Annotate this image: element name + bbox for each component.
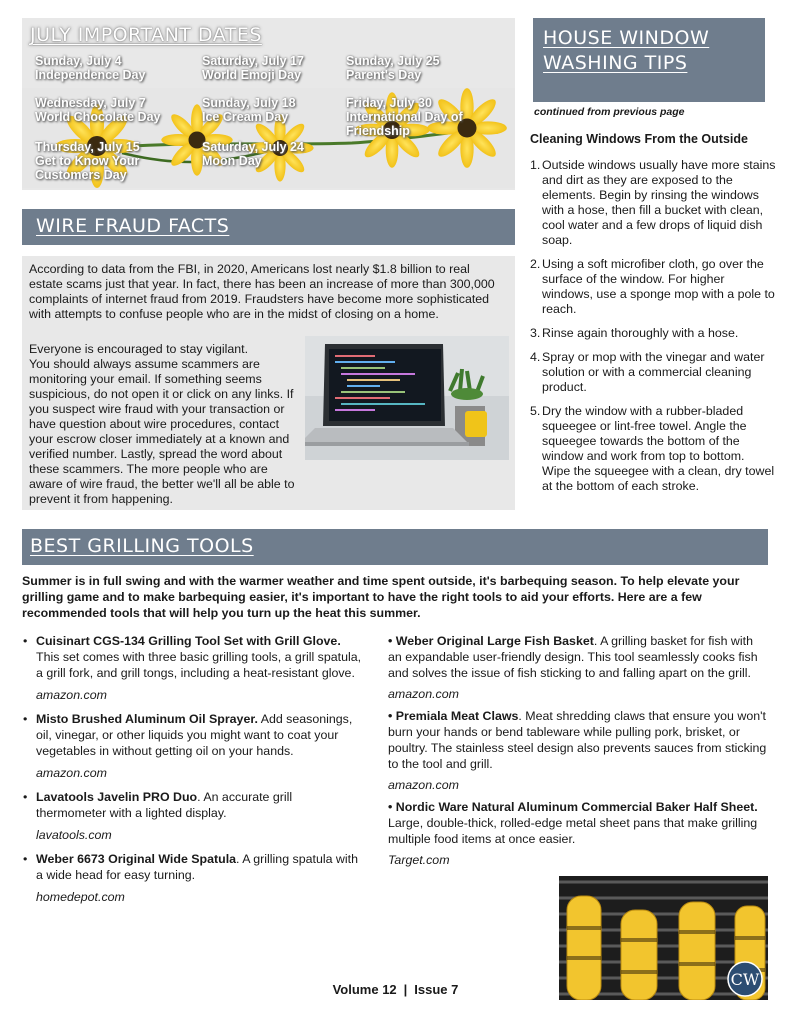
issue-label: Issue 7 <box>414 982 459 997</box>
list-item: 5. Dry the window with a rubber-bladed squeegee or lint-free towel. Angle the squeegee towards the bottom of the window and work from top to bottom. Wipe the squeegee with a clean, dry towel at the bottom of each stroke. <box>530 404 775 493</box>
list-item: • Premiala Meat Claws. Meat shredding claws that ensure you won't burn your hands or bend tableware while pulling pork, brisket, or poultry. The stainless steel design also prevents sauces from sticking to the tool and grill. amazon.com <box>388 708 770 793</box>
list-item: • Weber Original Large Fish Basket. A grilling basket for fish with an expandable user-friendly design. This tool seamlessly cooks fish and solves the issue of fish sticking to and falling apart on the grill. amazon.com <box>388 633 770 702</box>
cleaning-heading: Cleaning Windows From the Outside <box>530 132 748 146</box>
tools-list-left <box>22 633 364 913</box>
date-item: Saturday, July 24 Moon Day <box>202 140 304 168</box>
wire-fraud-box <box>22 256 515 510</box>
window-tips-title: HOUSE WINDOW WASHING TIPS <box>543 27 710 74</box>
list-item: 2. Using a soft microfiber cloth, go over the surface of the window. For higher windows, use a sponge mop with a pole to reach. <box>530 257 775 316</box>
source-link[interactable]: homedepot.com <box>36 890 125 904</box>
date-item: Saturday, July 17 World Emoji Day <box>202 54 304 82</box>
source-link[interactable]: amazon.com <box>36 766 107 780</box>
continued-note: continued from previous page <box>534 106 685 118</box>
list-item: • Nordic Ware Natural Aluminum Commercial Baker Half Sheet. Large, double-thick, rolled-edge metal sheet pans that make grilling multiple food items at once easier. Target.com <box>388 799 770 868</box>
grilling-intro: Summer is in full swing and with the warmer weather and time spent outside, it's barbequing season. To help elevate your grilling game and to make barbequing easier, it's important to have the right tools to aid your efforts. Here are a few recommended tools that will help you turn up the heat this summer. <box>22 574 740 620</box>
list-item: • Misto Brushed Aluminum Oil Sprayer. Add seasonings, oil, vinegar, or other liquids you might want to coat your vegetables in without getting oil on your hands. amazon.com <box>22 711 364 781</box>
source-link[interactable]: amazon.com <box>388 778 459 792</box>
july-dates-title: JULY IMPORTANT DATES <box>30 24 262 46</box>
laptop-photo <box>305 336 509 460</box>
window-tips-list <box>530 158 776 503</box>
source-link[interactable]: lavatools.com <box>36 828 112 842</box>
wire-fraud-title: WIRE FRAUD FACTS <box>36 215 230 237</box>
wire-fraud-paragraph: Everyone is encouraged to stay vigilant. You should always assume scammers are monitoring your email. If something seems suspicious, do not open it or click on any links. If you suspect wire fraud with your transaction or have question about wire procedures, contact your escrow closer immediately at a known and verified number. Lastly, spread the word about these scammers. The more people who are aware of wire fraud, the better we'll all be able to prevent it from happening. <box>29 342 295 506</box>
volume-label: Volume 12 <box>332 982 397 997</box>
source-link[interactable]: amazon.com <box>36 688 107 702</box>
source-link[interactable]: amazon.com <box>388 687 459 701</box>
list-item: 4. Spray or mop with the vinegar and water solution or with a commercial cleaning product. <box>530 350 765 394</box>
date-item: Thursday, July 15 Get to Know Your Customers Day <box>35 140 140 182</box>
list-item: • Lavatools Javelin PRO Duo. An accurate grill thermometer with a lighted display. lavatools.com <box>22 789 364 843</box>
footer-separator: | <box>403 982 408 997</box>
company-logo-text: CW <box>730 970 760 989</box>
date-item: Friday, July 30 International Day of Friendship <box>346 96 463 138</box>
date-item: Sunday, July 18 Ice Cream Day <box>202 96 296 124</box>
page-footer <box>0 982 791 997</box>
grilling-header <box>22 529 768 565</box>
source-link[interactable]: Target.com <box>388 853 450 867</box>
list-item: 3. Rinse again thoroughly with a hose. <box>530 326 739 340</box>
window-tips-header <box>533 18 765 102</box>
wire-fraud-header <box>22 209 515 245</box>
list-item: 1. Outside windows usually have more stains and dirt as they are exposed to the elements. Begin by rinsing the windows with a hose, then fill a bucket with clean, cool water and a few drops of liquid dish soap. <box>530 158 776 247</box>
july-dates-panel <box>22 18 515 190</box>
date-item: Sunday, July 25 Parent's Day <box>346 54 440 82</box>
list-item: • Weber 6673 Original Wide Spatula. A grilling spatula with a wide head for easy turning. homedepot.com <box>22 851 364 905</box>
date-item: Sunday, July 4 Independence Day <box>35 54 146 82</box>
list-item: • Cuisinart CGS-134 Grilling Tool Set with Grill Glove. This set comes with three basic grilling tools, a grill spatula, a grill fork, and grill tongs, including a heat-resistant glove. amazon.com <box>22 633 364 703</box>
date-item: Wednesday, July 7 World Chocolate Day <box>35 96 161 124</box>
tools-list-right <box>388 633 770 874</box>
wire-fraud-paragraph: According to data from the FBI, in 2020, Americans lost nearly $1.8 billion to real estate scams just that year. In fact, there has been an increase of more than 300,000 complaints of internet fraud from 2019. Fraudsters have become more sophisticated with attempts to confuse people who are in the midst of closing on a home. <box>29 262 495 321</box>
grilling-title: BEST GRILLING TOOLS <box>30 535 254 557</box>
